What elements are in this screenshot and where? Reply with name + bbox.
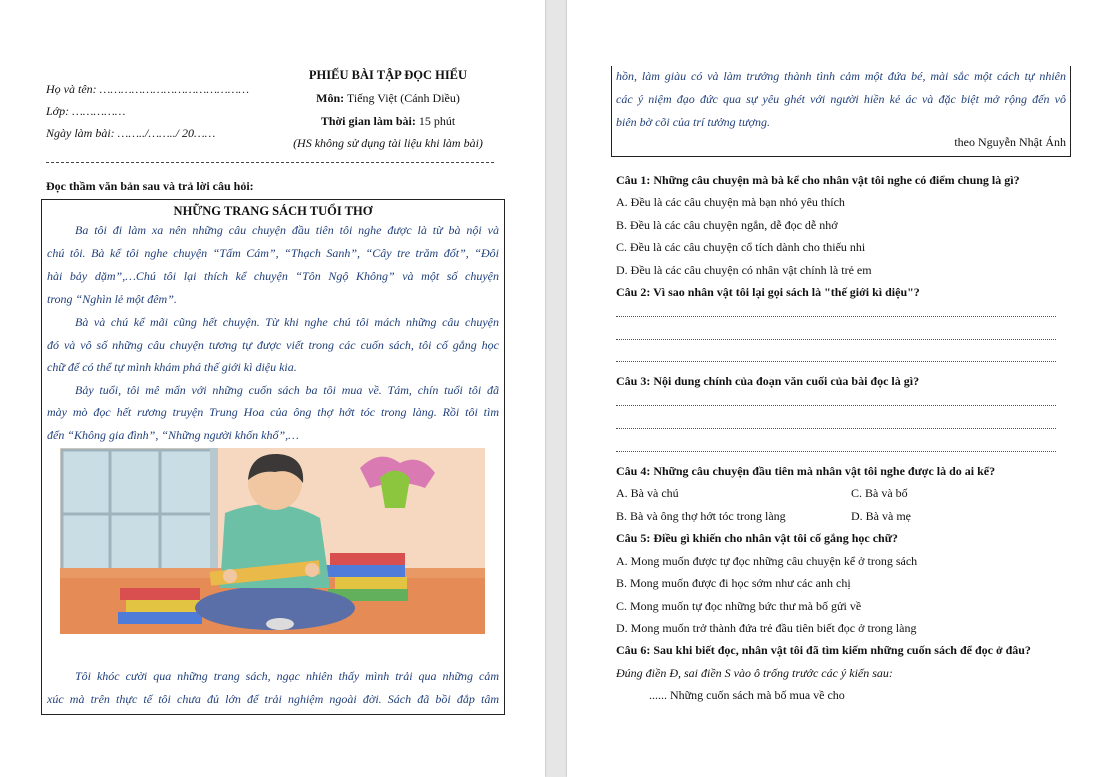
question-1: Câu 1: Những câu chuyện mà bà kể cho nhân vật tôi nghe có điểm chung là gì? [616,173,1020,187]
passage-line: các ý niệm đạo đức qua sự yêu ghét với người hiền kẻ ác và đặc biệt mở rộng đến vô [616,92,1066,106]
question-5: Câu 5: Điều gì khiến cho nhân vật tôi cố gắng học chữ? [616,531,898,545]
student-name-field: Họ và tên: …………………………………… [46,82,250,96]
page-1 [0,0,545,777]
q6-item-1: ...... Những cuốn sách mà bố mua về cho [649,688,845,702]
worksheet-title: PHIẾU BÀI TẬP ĐỌC HIỂU [308,68,468,82]
question-2: Câu 2: Vì sao nhân vật tôi lại gọi sách là "thế giới kì diệu"? [616,285,920,299]
class-field: Lớp: …………… [46,104,126,118]
passage-line: chú tôi. Bà kể tôi nghe chuyện “Tấm Cám”, “Thạch Sanh”, “Cây tre trăm đốt”, “Đôi [47,246,499,260]
passage-line: đến “Không gia đình”, “Những người khốn khổ”,… [47,428,299,442]
passage-line: xúc mà trên thực tế tôi chưa đủ lớn để trải nghiệm ngoài đời. Sách đã bồi đắp tâm [47,692,499,706]
q4-option-a: A. Bà và chú [616,486,679,500]
time-value: 15 phút [418,114,456,128]
passage-line: mày mò đọc hết rương truyện Trung Hoa của ông thợ hớt tóc trong làng. Rồi tôi tìm [47,405,499,419]
passage-box-continued [611,66,1071,157]
q1-option-b: B. Đều là các câu chuyện ngắn, dễ đọc dễ nhớ [616,218,838,232]
q4-option-c: C. Bà và bố [851,486,908,500]
q1-option-c: C. Đều là các câu chuyện cổ tích dành cho thiếu nhi [616,240,866,254]
date-field: Ngày làm bài: ……../……../ 20…… [46,126,216,140]
passage-line: đó và vô số những câu chuyện tương tự được viết trong các cuốn sách, tôi cố gắng học [47,338,499,352]
q5-option-c: C. Mong muốn tự đọc những bức thư mà bố gửi về [616,599,862,613]
answer-line [616,405,1056,407]
instruction: Đọc thầm văn bản sau và trả lời câu hỏi: [46,179,254,193]
q4-option-b: B. Bà và ông thợ hớt tóc trong làng [616,509,786,523]
subject-line [270,91,506,106]
answer-line [616,339,1056,341]
passage-box [41,199,505,715]
passage-line: Bảy tuổi, tôi mê mẩn với những cuốn sách ba tôi mua về. Tám, chín tuổi tôi đã [75,383,499,397]
question-6: Câu 6: Sau khi biết đọc, nhân vật tôi đã tìm kiếm những cuốn sách để đọc ở đâu? [616,643,1031,657]
time-label: Thời gian làm bài: [320,114,416,128]
q1-option-d: D. Đều là các câu chuyện có nhân vật chính là trẻ em [616,263,872,277]
answer-line [616,428,1056,430]
question-3: Câu 3: Nội dung chính của đoạn văn cuối của bài đọc là gì? [616,374,920,388]
q6-instruction: Đúng điền Đ, sai điền S vào ô trống trước các ý kiến sau: [616,666,893,680]
passage-title: NHỮNG TRANG SÁCH TUỔI THƠ [173,204,373,218]
passage-line: hài bảy dặm”,…Chú tôi lại thích kể chuyện “Tôn Ngộ Không” và một số chuyện [47,269,499,283]
time-line [270,114,506,129]
q5-option-a: A. Mong muốn được tự đọc những câu chuyện kể ở trong sách [616,554,918,568]
exam-note: (HS không sử dụng tài liệu khi làm bài) [293,136,483,150]
passage-line: trong “Nghìn lẻ một đêm”. [47,292,177,306]
answer-line [616,316,1056,318]
passage-line: Tôi khóc cười qua những trang sách, ngạc nhiên thấy mình trải qua những cảm [75,669,499,683]
passage-line: Bà và chú kể mãi cũng hết chuyện. Từ khi nghe chú tôi mách những câu chuyện [75,315,499,329]
boy-reading-illustration [60,448,485,634]
subject-value: Tiếng Việt (Cánh Diều) [346,91,460,105]
passage-line: biên bờ cõi của trí tưởng tượng. [616,115,770,129]
q5-option-d: D. Mong muốn trở thành đứa trẻ đầu tiên biết đọc ở trong làng [616,621,917,635]
q5-option-b: B. Mong muốn được đi học sớm như các anh chị [616,576,851,590]
passage-line: hồn, làm giàu có và làm trưởng thành tình cảm một đứa bé, mài sắc một cách tự nhiên [616,69,1066,83]
q4-option-d: D. Bà và mẹ [851,509,911,523]
question-4: Câu 4: Những câu chuyện đầu tiên mà nhân vật tôi nghe được là do ai kể? [616,464,996,478]
passage-line: chữ để có thể tự mình khám phá thế giới kì diệu kia. [47,360,297,374]
passage-source: theo Nguyễn Nhật Ánh [954,135,1066,149]
answer-line [616,361,1056,363]
passage-line: Ba tôi đi làm xa nên những câu chuyện đầu tiên tôi nghe được là từ bà nội và [75,223,499,237]
answer-line [616,451,1056,453]
divider [46,162,494,163]
subject-label: Môn: [316,91,345,105]
q1-option-a: A. Đều là các câu chuyện mà bạn nhỏ yêu thích [616,195,845,209]
